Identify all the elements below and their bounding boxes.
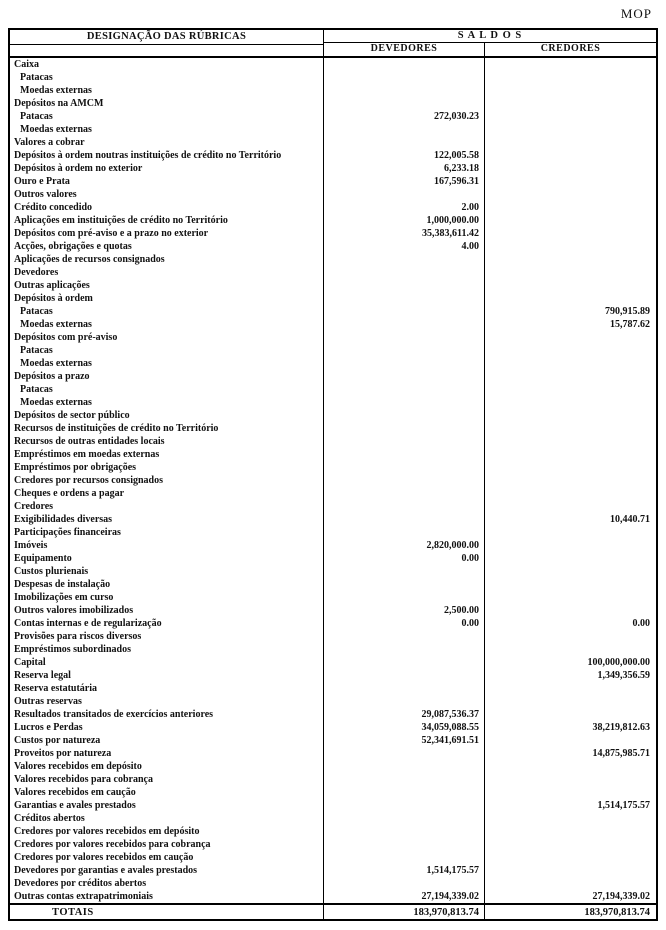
rubric-label: Devedores por garantias e avales prestados [10,864,324,877]
rubric-label: Recursos de instituições de crédito no Território [10,422,324,435]
rubric-label: Reserva estatutária [10,682,324,695]
devedores-value [324,565,485,578]
table-row [10,318,656,331]
credores-value: 15,787.62 [610,319,650,330]
table-row [10,656,656,669]
rubric-label: Patacas [10,383,324,396]
credores-value [485,851,656,864]
devedores-value [324,812,485,825]
rubric-label: Devedores [10,266,324,279]
devedores-value [324,500,485,513]
rubric-label: Moedas externas [10,318,324,331]
rubric-label: Moedas externas [10,123,324,136]
table-row [10,461,656,474]
rubric-label: Depósitos à ordem noutras instituições de crédito no Território [10,149,324,162]
credores-value [485,240,656,253]
table-row [10,721,656,734]
table-row [10,747,656,760]
rubric-label: Crédito concedido [10,201,324,214]
balance-sheet-table [8,28,658,921]
rubric-label: Equipamento [10,552,324,565]
devedores-value [324,695,485,708]
devedores-value [324,188,485,201]
credores-value: 10,440.71 [610,514,650,525]
table-row [10,357,656,370]
rubric-label: Valores recebidos para cobrança [10,773,324,786]
table-row [10,552,656,565]
credores-value: 27,194,339.02 [592,891,650,902]
credores-value [485,838,656,851]
table-row [10,617,656,630]
devedores-value [324,630,485,643]
devedores-value [324,253,485,266]
devedores-value [324,292,485,305]
devedores-value [324,669,485,682]
devedores-value [324,747,485,760]
devedores-value [324,71,485,84]
devedores-value [324,422,485,435]
credores-value [485,201,656,214]
credores-value [485,786,656,799]
rubric-label: Empréstimos por obrigações [10,461,324,474]
credores-value [485,162,656,175]
table-row [10,760,656,773]
credores-value [485,279,656,292]
devedores-value [324,435,485,448]
rubric-label: Cheques e ordens a pagar [10,487,324,500]
rubric-label: Recursos de outras entidades locais [10,435,324,448]
rubric-label: Caixa [10,58,324,71]
devedores-value [324,97,485,110]
table-row [10,565,656,578]
devedores-value [324,799,485,812]
totals-devedores-value: 183,970,813.74 [324,905,485,919]
credores-value [485,487,656,500]
table-row [10,162,656,175]
devedores-value: 2,820,000.00 [324,539,485,552]
rubric-label: Moedas externas [10,396,324,409]
table-row [10,84,656,97]
credores-value [485,630,656,643]
table-row [10,864,656,877]
rubric-label: Aplicações de recursos consignados [10,253,324,266]
rubric-label: Valores recebidos em caução [10,786,324,799]
table-row [10,266,656,279]
credores-value [485,461,656,474]
credores-value [485,110,656,123]
totals-credores-value: 183,970,813.74 [584,907,650,918]
credores-value [485,604,656,617]
table-row [10,786,656,799]
credores-value [485,253,656,266]
table-row [10,58,656,71]
devedores-value [324,786,485,799]
credores-value [485,825,656,838]
rubric-label: Moedas externas [10,357,324,370]
credores-value [485,565,656,578]
devedores-value: 167,596.31 [324,175,485,188]
table-row [10,110,656,123]
devedores-value [324,84,485,97]
rubric-label: Patacas [10,305,324,318]
credores-value [485,422,656,435]
devedores-value [324,266,485,279]
devedores-value: 272,030.23 [324,110,485,123]
currency-label: MOP [620,6,652,21]
rubric-label: Aplicações em instituições de crédito no Território [10,214,324,227]
credores-value [485,136,656,149]
table-row [10,630,656,643]
table-row [10,682,656,695]
table-row [10,123,656,136]
rubric-label: Credores por valores recebidos em caução [10,851,324,864]
devedores-value [324,760,485,773]
devedores-value [324,331,485,344]
table-row [10,513,656,526]
rubric-label: Custos plurienais [10,565,324,578]
credores-value [485,370,656,383]
devedores-value [324,578,485,591]
devedores-value [324,656,485,669]
credores-value [485,682,656,695]
credores-value [485,695,656,708]
rubric-label: Patacas [10,110,324,123]
table-row [10,773,656,786]
credores-value [485,292,656,305]
table-row [10,578,656,591]
devedores-value: 34,059,088.55 [324,721,485,734]
table-row [10,487,656,500]
rubric-label: Ouro e Prata [10,175,324,188]
devedores-value [324,448,485,461]
table-row [10,708,656,721]
devedores-value [324,305,485,318]
rubric-label: Reserva legal [10,669,324,682]
table-row [10,279,656,292]
rubric-label: Devedores por créditos abertos [10,877,324,890]
devedores-value: 1,000,000.00 [324,214,485,227]
rubric-label: Outras aplicações [10,279,324,292]
devedores-value [324,487,485,500]
table-row [10,643,656,656]
table-row [10,604,656,617]
credores-value [485,526,656,539]
credores-value [485,591,656,604]
devedores-value [324,136,485,149]
devedores-value: 122,005.58 [324,149,485,162]
devedores-value: 0.00 [324,552,485,565]
saldos-header-cell [324,30,656,56]
rubric-label: Depósitos à ordem no exterior [10,162,324,175]
credores-value [485,227,656,240]
table-row [10,344,656,357]
table-row [10,838,656,851]
devedores-value [324,318,485,331]
devedores-column-header: DEVEDORES [324,43,485,56]
devedores-value [324,279,485,292]
credores-value [485,643,656,656]
devedores-value [324,526,485,539]
rubric-label: Credores por valores recebidos em depósito [10,825,324,838]
rubric-label: Outros valores [10,188,324,201]
devedores-value: 6,233.18 [324,162,485,175]
table-row [10,214,656,227]
credores-value [485,409,656,422]
devedores-value: 2.00 [324,201,485,214]
table-body [10,58,656,903]
credores-value [485,708,656,721]
rubric-label: Créditos abertos [10,812,324,825]
credores-value [485,877,656,890]
credores-value [485,149,656,162]
totals-row [10,903,656,919]
table-row [10,851,656,864]
devedores-value: 29,087,536.37 [324,708,485,721]
rubric-label: Outros valores imobilizados [10,604,324,617]
designacao-header-cell [10,30,324,56]
devedores-value [324,58,485,71]
rubric-label: Empréstimos em moedas externas [10,448,324,461]
credores-value [485,84,656,97]
rubric-label: Patacas [10,71,324,84]
credores-value [485,539,656,552]
table-row [10,97,656,110]
rubric-label: Garantias e avales prestados [10,799,324,812]
rubric-label: Credores [10,500,324,513]
rubric-label: Valores a cobrar [10,136,324,149]
credores-value [485,266,656,279]
saldos-header-label: S A L D O S [324,30,656,43]
rubric-label: Outras contas extrapatrimoniais [10,890,324,903]
table-row [10,526,656,539]
table-row [10,890,656,903]
credores-value: 0.00 [632,618,650,629]
rubric-label: Valores recebidos em depósito [10,760,324,773]
credores-value [485,474,656,487]
table-row [10,383,656,396]
table-row [10,175,656,188]
credores-value [485,331,656,344]
table-row [10,812,656,825]
rubric-label: Exigibilidades diversas [10,513,324,526]
devedores-value [324,383,485,396]
rubric-label: Provisões para riscos diversos [10,630,324,643]
devedores-value [324,474,485,487]
devedores-value [324,682,485,695]
table-row [10,253,656,266]
credores-value: 38,219,812.63 [592,722,650,733]
credores-value [485,344,656,357]
devedores-value [324,123,485,136]
rubric-label: Resultados transitados de exercícios anteriores [10,708,324,721]
devedores-value: 27,194,339.02 [324,890,485,903]
devedores-value [324,591,485,604]
rubric-label: Contas internas e de regularização [10,617,324,630]
rubric-label: Depósitos com pré-aviso [10,331,324,344]
table-row [10,396,656,409]
rubric-label: Proveitos por natureza [10,747,324,760]
devedores-value [324,773,485,786]
credores-value [485,864,656,877]
table-row [10,370,656,383]
rubric-label: Imóveis [10,539,324,552]
devedores-value [324,513,485,526]
table-row [10,149,656,162]
rubric-label: Imobilizações em curso [10,591,324,604]
table-row [10,227,656,240]
table-row [10,591,656,604]
table-row [10,435,656,448]
table-row [10,448,656,461]
devedores-value: 1,514,175.57 [324,864,485,877]
credores-value [485,552,656,565]
devedores-value [324,357,485,370]
table-row [10,669,656,682]
devedores-value [324,396,485,409]
rubric-label: Empréstimos subordinados [10,643,324,656]
devedores-value [324,344,485,357]
rubric-label: Credores por valores recebidos para cobrança [10,838,324,851]
table-row [10,422,656,435]
table-row [10,188,656,201]
credores-value: 1,349,356.59 [597,670,650,681]
credores-value [485,71,656,84]
table-row [10,305,656,318]
devedores-value [324,370,485,383]
devedores-value: 52,341,691.51 [324,734,485,747]
credores-value: 1,514,175.57 [597,800,650,811]
table-row [10,825,656,838]
devedores-value [324,409,485,422]
credores-value [485,383,656,396]
credores-value [485,188,656,201]
credores-column-header: CREDORES [540,43,601,54]
rubric-label: Depósitos a prazo [10,370,324,383]
devedores-value [324,825,485,838]
credores-value [485,357,656,370]
credores-value: 790,915.89 [605,306,650,317]
credores-value: 100,000,000.00 [587,657,650,668]
devedores-value: 4.00 [324,240,485,253]
credores-value: 14,875,985.71 [592,748,650,759]
rubric-label: Capital [10,656,324,669]
credores-value [485,578,656,591]
table-row [10,331,656,344]
rubric-label: Outras reservas [10,695,324,708]
table-row [10,474,656,487]
table-row [10,695,656,708]
rubric-label: Participações financeiras [10,526,324,539]
devedores-value: 35,383,611.42 [324,227,485,240]
table-row [10,71,656,84]
devedores-value [324,877,485,890]
credores-value [485,448,656,461]
credores-value [485,214,656,227]
credores-value [485,435,656,448]
rubric-label: Despesas de instalação [10,578,324,591]
totals-label: TOTAIS [10,905,324,919]
credores-value [485,500,656,513]
rubric-label: Acções, obrigações e quotas [10,240,324,253]
table-row [10,799,656,812]
rubric-label: Lucros e Perdas [10,721,324,734]
devedores-value [324,851,485,864]
designacao-header-label: DESIGNAÇÃO DAS RÚBRICAS [10,30,323,45]
rubric-label: Moedas externas [10,84,324,97]
rubric-label: Patacas [10,344,324,357]
credores-value [485,812,656,825]
rubric-label: Depósitos na AMCM [10,97,324,110]
devedores-value [324,838,485,851]
table-row [10,539,656,552]
rubric-label: Depósitos com pré-aviso e a prazo no exterior [10,227,324,240]
table-header [10,30,656,58]
table-row [10,292,656,305]
table-row [10,877,656,890]
credores-value [485,123,656,136]
rubric-label: Credores por recursos consignados [10,474,324,487]
rubric-label: Depósitos de sector público [10,409,324,422]
credores-value [485,58,656,71]
table-row [10,500,656,513]
devedores-value: 0.00 [324,617,485,630]
table-row [10,240,656,253]
credores-value [485,734,656,747]
table-row [10,136,656,149]
rubric-label: Depósitos à ordem [10,292,324,305]
credores-value [485,773,656,786]
credores-value [485,175,656,188]
rubric-label: Custos por natureza [10,734,324,747]
devedores-value: 2,500.00 [324,604,485,617]
credores-value [485,97,656,110]
saldos-subcolumns [324,43,656,56]
table-row [10,409,656,422]
credores-value [485,760,656,773]
credores-value [485,396,656,409]
devedores-value [324,643,485,656]
devedores-value [324,461,485,474]
table-row [10,201,656,214]
table-row [10,734,656,747]
